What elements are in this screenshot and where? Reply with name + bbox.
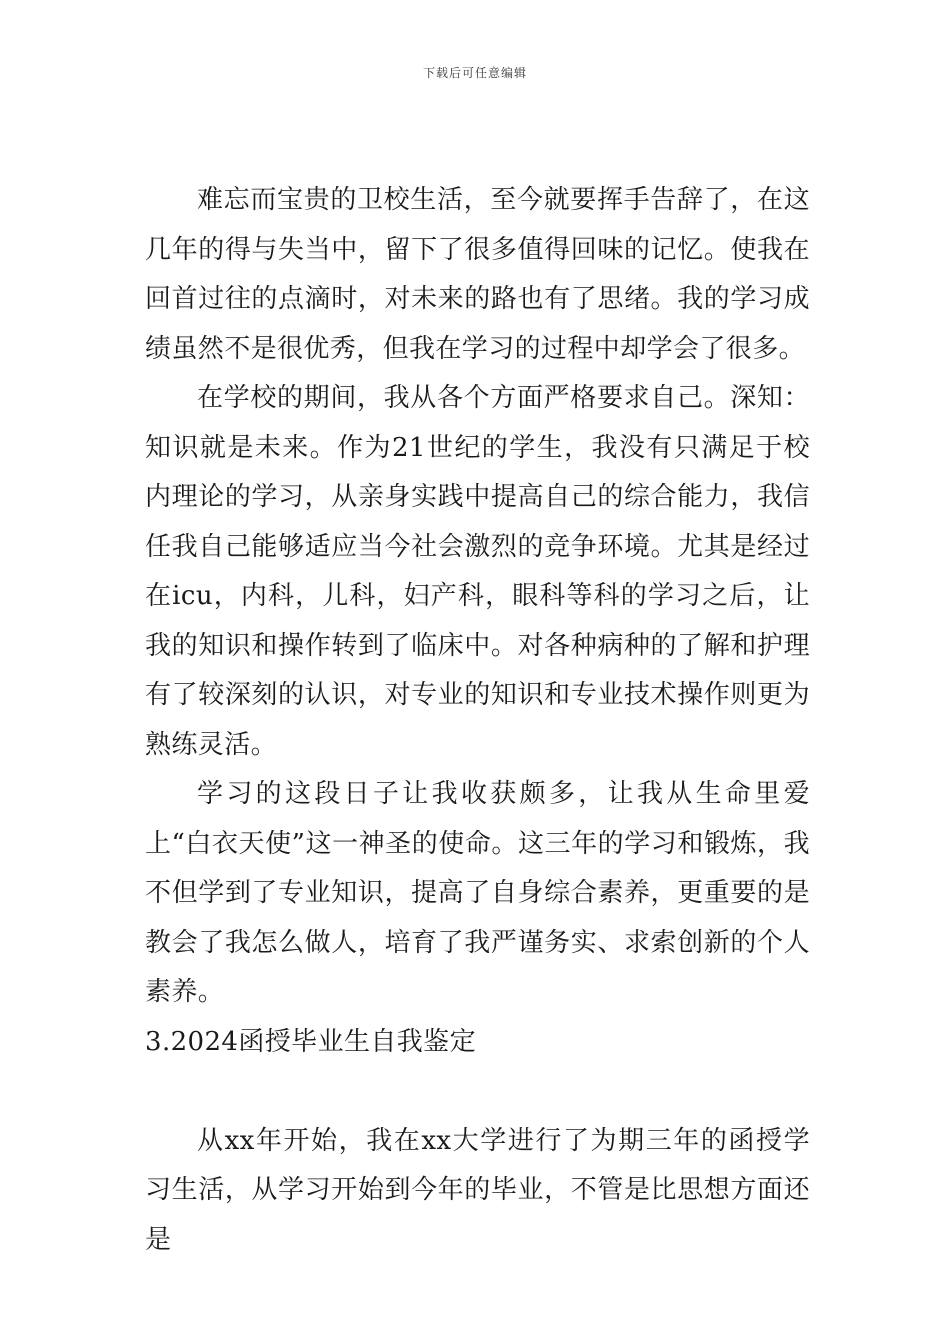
paragraph-correspondence-study: 从xx年开始，我在xx大学进行了为期三年的函授学习生活，从学习开始到今年的毕业，不管是比思想方面还是 (145, 1125, 810, 1255)
page-header: 下载后可任意编辑 (422, 66, 527, 80)
blank-line (145, 1067, 810, 1117)
section-heading: 3.2024函授毕业生自我鉴定 (145, 1026, 476, 1057)
paragraph-campus-life: 难忘而宝贵的卫校生活，至今就要挥手告辞了，在这几年的得与失当中，留下了很多值得回味的记忆。使我在回首过往的点滴时，对未来的路也有了思绪。我的学习成绩虽然不是很优秀，但我在学习的过程中却学会了很多。 (145, 185, 810, 364)
paragraph-harvest: 学习的这段日子让我收获颇多，让我从生命里爱上“白衣天使”这一神圣的使命。这三年的学习和锻炼，我不但学到了专业知识，提高了自身综合素养，更重要的是教会了我怎么做人，培育了我严谨务实、求索创新的个人素养。 (145, 779, 810, 1007)
document-body (145, 176, 810, 1265)
paragraph-school-period: 在学校的期间，我从各个方面严格要求自己。深知：知识就是未来。作为21世纪的学生，我没有只满足于校内理论的学习，从亲身实践中提高自己的综合能力，我信任我自己能够适应当今社会激烈的竞争环境。尤其是经过在icu，内科，儿科，妇产科，眼科等科的学习之后，让我的知识和操作转到了临床中。对各种病种的了解和护理有了较深刻的认识，对专业的知识和专业技术操作则更为熟练灵活。 (145, 383, 810, 760)
